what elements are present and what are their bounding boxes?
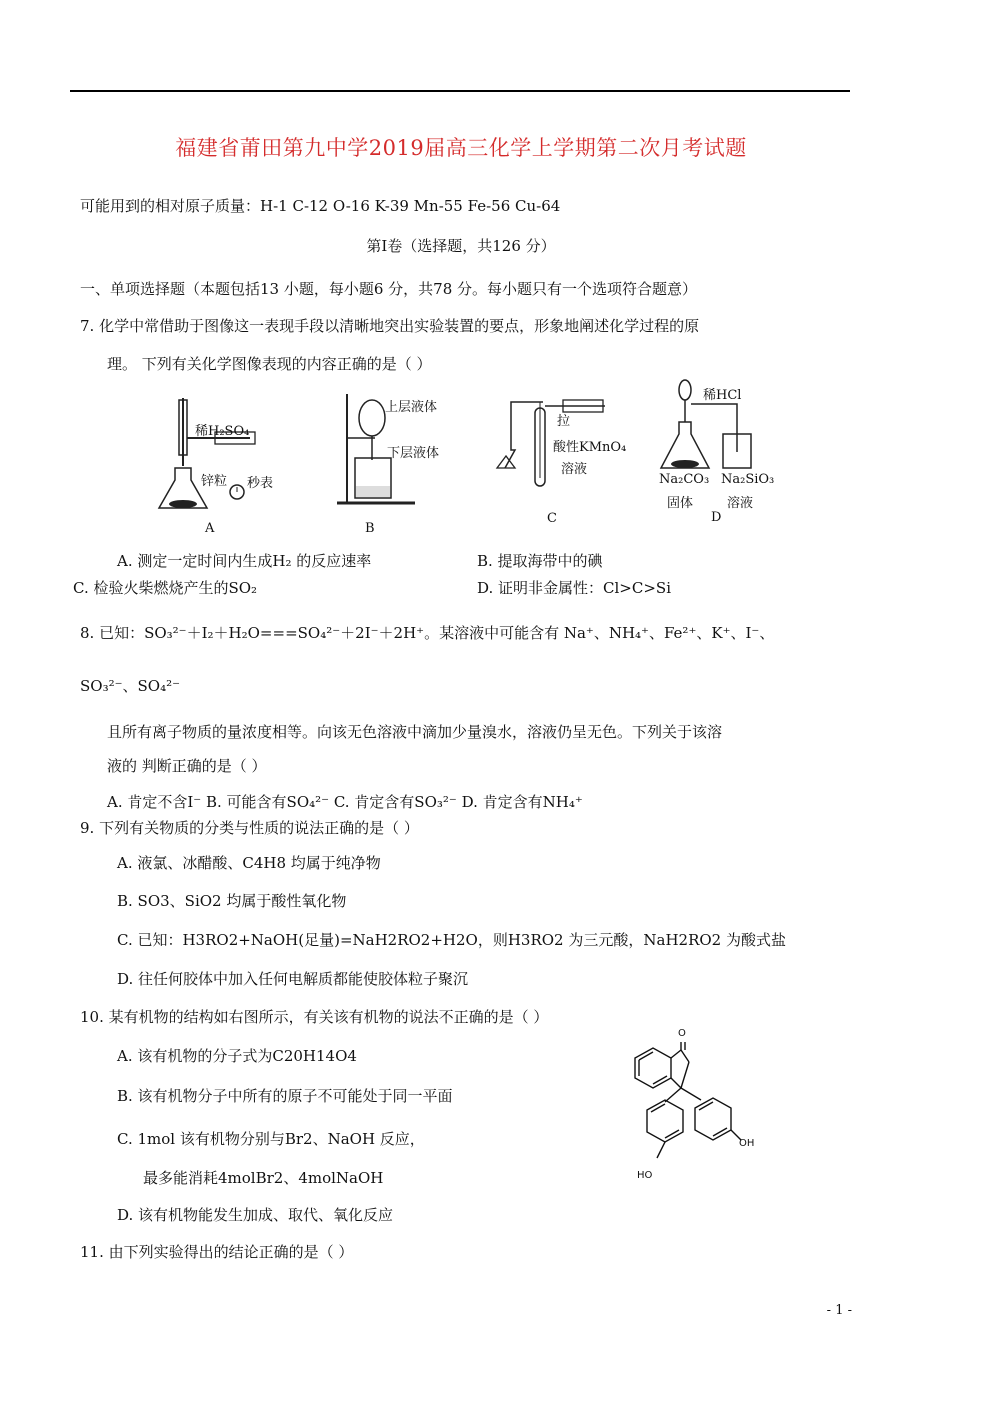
page-title: 福建省莆田第九中学2019届高三化学上学期第二次月考试题 bbox=[175, 136, 747, 160]
q8-stem-line1: 8. 已知：SO₃²⁻＋I₂＋H₂O===SO₄²⁻＋2I⁻＋2H⁺。某溶液中可能含有 Na⁺、NH₄⁺、Fe²⁺、K⁺、I⁻、 bbox=[80, 624, 775, 642]
figure-c bbox=[495, 388, 635, 538]
fig-b-upper-label: 上层液体 bbox=[385, 400, 438, 415]
q9-option-d: D. 往任何胶体中加入任何电解质都能使胶体粒子聚沉 bbox=[117, 970, 469, 988]
q9-option-b: B. SO3、SiO2 均属于酸性氧化物 bbox=[117, 892, 347, 910]
q11-stem: 11. 由下列实验得出的结论正确的是（ ） bbox=[80, 1243, 354, 1261]
q7-option-a: A. 测定一定时间内生成H₂ 的反应速率 bbox=[117, 552, 372, 570]
section-heading: 一、单项选择题（本题包括13 小题，每小题6 分，共78 分。每小题只有一个选项符合题意） bbox=[80, 280, 698, 298]
fig-c-solution-label: 溶液 bbox=[561, 462, 588, 477]
structure-o-label: O bbox=[678, 1028, 686, 1039]
fig-d-solid-label: 固体 bbox=[667, 496, 694, 511]
q8-stem-line4: 液的 判断正确的是（ ） bbox=[107, 757, 267, 775]
fig-d-solution-formula: Na₂SiO₃ bbox=[721, 472, 775, 487]
fig-d-solid-formula: Na₂CO₃ bbox=[659, 472, 710, 487]
q9-option-a: A. 液氯、冰醋酸、C4H8 均属于纯净物 bbox=[117, 854, 381, 872]
figure-b bbox=[335, 388, 465, 538]
q10-option-c-line2: 最多能消耗4molBr2、4molNaOH bbox=[143, 1169, 384, 1187]
header-rule bbox=[70, 90, 850, 92]
q7-option-c: C. 检验火柴燃烧产生的SO₂ bbox=[73, 579, 258, 597]
q10-option-b: B. 该有机物分子中所有的原子不可能处于同一平面 bbox=[117, 1087, 453, 1105]
q10-stem: 10. 某有机物的结构如右图所示，有关该有机物的说法不正确的是（ ） bbox=[80, 1008, 549, 1026]
molecule-structure bbox=[615, 1028, 775, 1190]
structure-oh-label: OH bbox=[739, 1138, 755, 1149]
fig-a-watch-label: 秒表 bbox=[247, 476, 274, 491]
q7-option-d: D. 证明非金属性：Cl>C>Si bbox=[477, 579, 671, 597]
q8-options: A. 肯定不含I⁻ B. 可能含有SO₄²⁻ C. 肯定含有SO₃²⁻ D. 肯定含有NH₄⁺ bbox=[107, 793, 583, 811]
q8-stem-line2: SO₃²⁻、SO₄²⁻ bbox=[80, 677, 181, 695]
fig-d-acid-label: 稀HCl bbox=[703, 388, 742, 403]
fig-a-zinc-label: 锌粒 bbox=[201, 474, 228, 489]
fig-a-reagent-label: 稀H₂SO₄ bbox=[195, 424, 250, 439]
fig-c-reagent-label: 酸性KMnO₄ bbox=[553, 440, 627, 455]
q9-stem: 9. 下列有关物质的分类与性质的说法正确的是（ ） bbox=[80, 819, 419, 837]
page-number: - 1 - bbox=[826, 1303, 852, 1318]
fig-a-label: A bbox=[205, 521, 215, 536]
q10-option-a: A. 该有机物的分子式为C20H14O4 bbox=[117, 1047, 357, 1065]
q7-option-b: B. 提取海带中的碘 bbox=[477, 552, 603, 570]
q7-stem-line2: 理。 下列有关化学图像表现的内容正确的是（ ） bbox=[107, 355, 432, 373]
q10-option-c-line1: C. 1mol 该有机物分别与Br2、NaOH 反应， bbox=[117, 1130, 425, 1148]
fig-c-pull-label: 拉 bbox=[557, 414, 571, 429]
fig-d-solution-label: 溶液 bbox=[727, 496, 754, 511]
q7-stem-line1: 7. 化学中常借助于图像这一表现手段以清晰地突出实验装置的要点，形象地阐述化学过程的原 bbox=[80, 317, 700, 335]
q9-option-c: C. 已知：H3RO2+NaOH(足量)=NaH2RO2+H2O，则H3RO2 为三元酸，NaH2RO2 为酸式盐 bbox=[117, 931, 786, 949]
part-heading: 第Ⅰ卷（选择题，共126 分） bbox=[366, 237, 556, 255]
fig-b-lower-label: 下层液体 bbox=[387, 446, 440, 461]
figure-d bbox=[655, 372, 785, 532]
q8-stem-line3: 且所有离子物质的量浓度相等。向该无色溶液中滴加少量溴水，溶液仍呈无色。下列关于该溶 bbox=[107, 723, 723, 741]
fig-c-label: C bbox=[547, 511, 557, 526]
fig-b-label: B bbox=[365, 521, 375, 536]
fig-d-label: D bbox=[711, 510, 722, 525]
structure-ho-label: HO bbox=[637, 1170, 653, 1181]
figure-a bbox=[155, 388, 285, 538]
atomic-masses: 可能用到的相对原子质量：H-1 C-12 O-16 K-39 Mn-55 Fe-56 Cu-64 bbox=[80, 197, 561, 215]
q10-option-d: D. 该有机物能发生加成、取代、氧化反应 bbox=[117, 1206, 394, 1224]
